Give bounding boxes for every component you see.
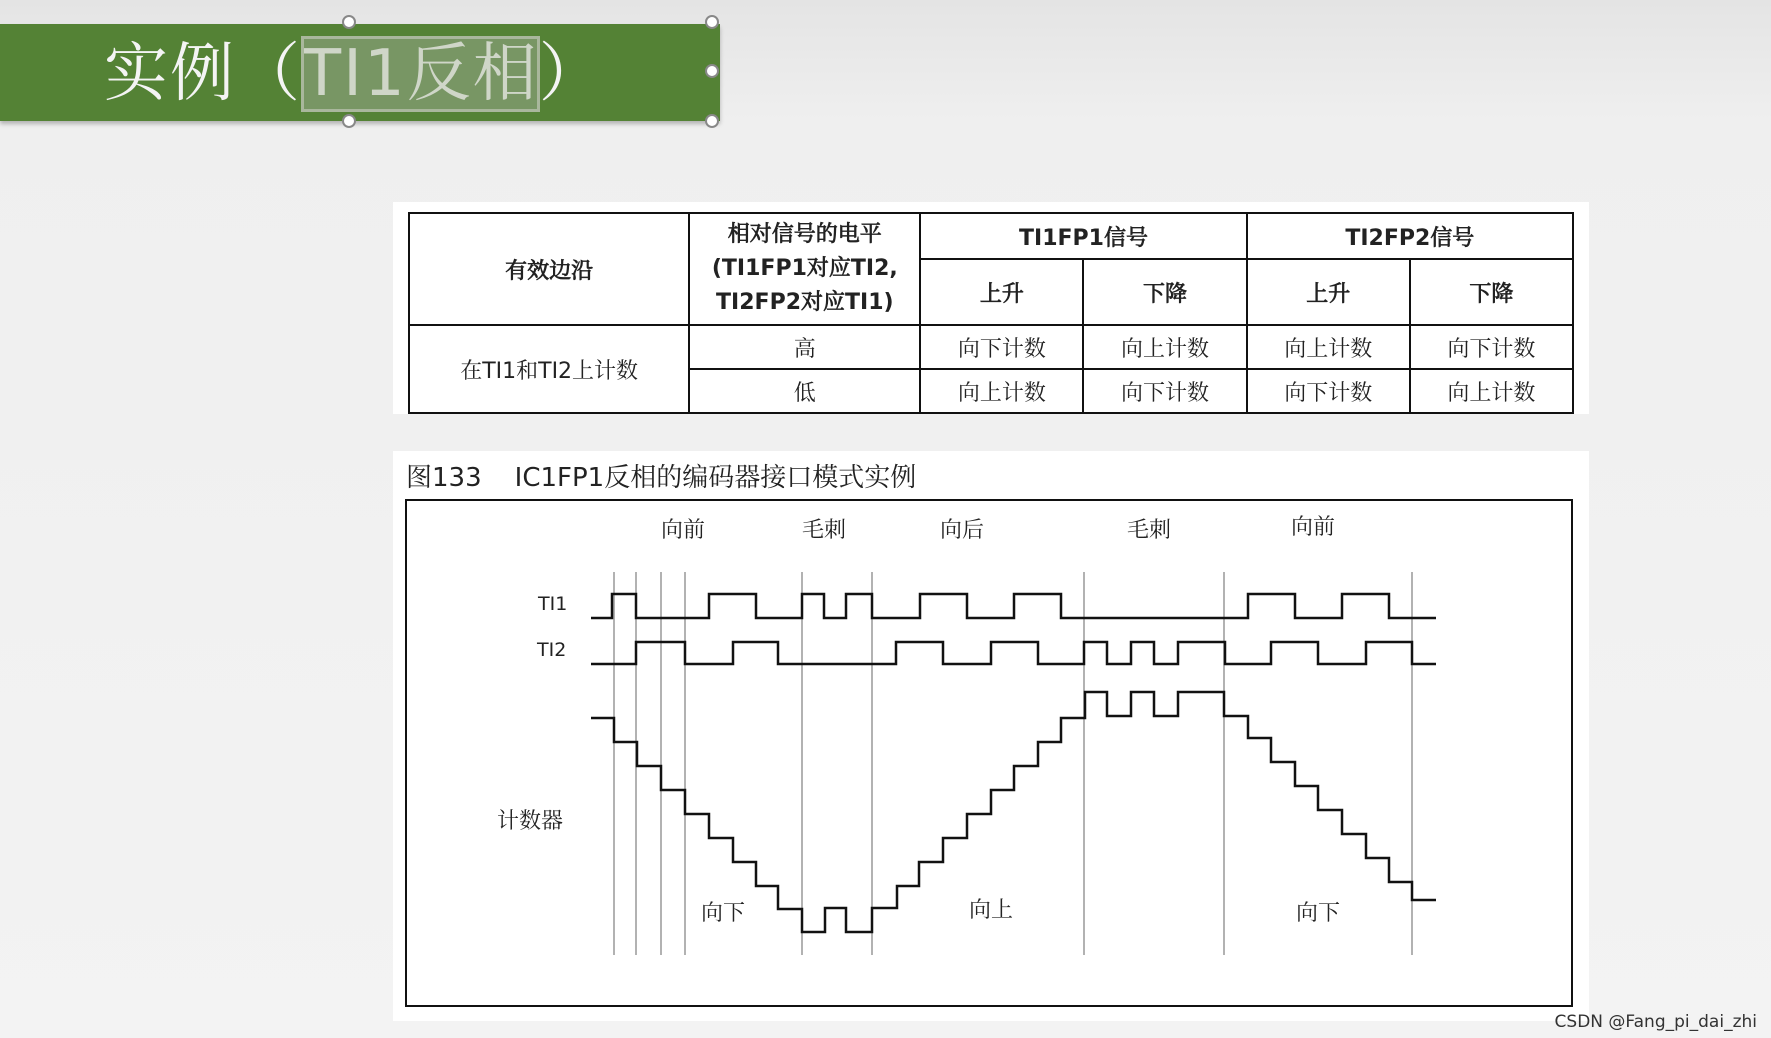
title-prefix: 实例（: [104, 37, 302, 111]
table-cell: 向下计数: [1247, 369, 1410, 413]
header-level: [689, 213, 920, 325]
table-cell: 向下计数: [920, 325, 1083, 369]
phase-label-glitch-2: 毛刺: [1127, 518, 1172, 543]
title-suffix: ）: [538, 37, 605, 111]
sub-fall-ti1fp1: 下降: [1083, 259, 1246, 325]
row-level-high: 高: [689, 325, 920, 369]
header-level-line3: TI2FP2对应TI1): [716, 290, 894, 315]
header-level-line1: 相对信号的电平: [727, 222, 882, 247]
row-label: 在TI1和TI2上计数: [409, 325, 689, 413]
phase-label-forward-2: 向前: [1291, 515, 1336, 540]
table-cell: 向下计数: [1410, 325, 1573, 369]
counting-direction-table: [408, 212, 1574, 414]
ti2-waveform: [591, 642, 1436, 664]
resize-handle-top-left[interactable]: [342, 15, 356, 29]
header-ti1fp1: TI1FP1信号: [920, 213, 1246, 259]
sub-rise-ti1fp1: 上升: [920, 259, 1083, 325]
resize-handle-bottom-right[interactable]: [705, 114, 719, 128]
watermark: CSDN @Fang_pi_dai_zhi: [1554, 1012, 1757, 1032]
row-level-low: 低: [689, 369, 920, 413]
table-cell: 向上计数: [1083, 325, 1246, 369]
ti1-waveform: [591, 594, 1436, 618]
phase-label-forward-1: 向前: [661, 518, 706, 543]
textbox-selection-frame: [349, 22, 719, 121]
signal-label-ti1: TI1: [538, 593, 568, 615]
title-selected-text[interactable]: TI1反相: [302, 37, 539, 111]
resize-handle-right[interactable]: [705, 64, 719, 78]
resize-handle-bottom-left[interactable]: [342, 114, 356, 128]
encoder-timing-diagram-image[interactable]: [393, 451, 1589, 1021]
counter-staircase: [591, 692, 1436, 932]
timing-diagram: [393, 451, 1589, 1021]
phase-label-glitch-1: 毛刺: [802, 518, 847, 543]
direction-label-down-2: 向下: [1296, 901, 1341, 926]
signal-label-ti2: TI2: [537, 639, 567, 661]
counter-label: 计数器: [497, 809, 564, 834]
header-ti2fp2: TI2FP2信号: [1247, 213, 1573, 259]
resize-handle-top-right[interactable]: [705, 15, 719, 29]
sub-fall-ti2fp2: 下降: [1410, 259, 1573, 325]
counting-direction-table-image[interactable]: [393, 202, 1589, 414]
table-cell: 向上计数: [1410, 369, 1573, 413]
table-cell: 向上计数: [1247, 325, 1410, 369]
direction-label-up: 向上: [969, 898, 1014, 923]
direction-label-down-1: 向下: [701, 901, 746, 926]
table-cell: 向下计数: [1083, 369, 1246, 413]
header-level-line2: (TI1FP1对应TI2,: [711, 256, 898, 281]
table-cell: 向上计数: [920, 369, 1083, 413]
header-edge: 有效边沿: [409, 213, 689, 325]
phase-label-backward: 向后: [940, 518, 985, 543]
figure-caption: 图133 IC1FP1反相的编码器接口模式实例: [406, 463, 917, 493]
sub-rise-ti2fp2: 上升: [1247, 259, 1410, 325]
